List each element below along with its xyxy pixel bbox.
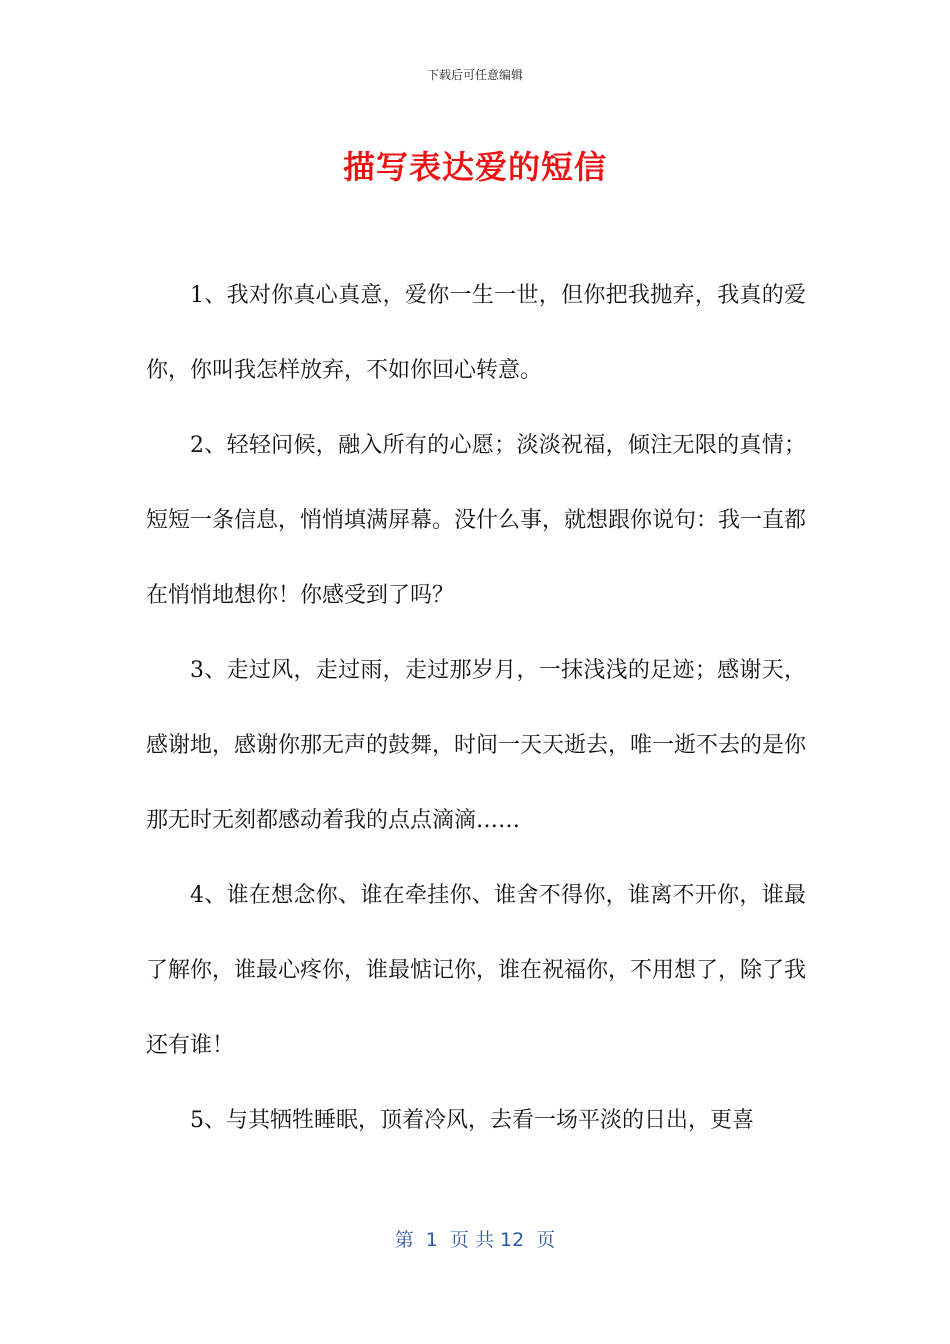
document-body bbox=[146, 258, 806, 1158]
paragraph-1: 1、我对你真心真意，爱你一生一世，但你把我抛弃，我真的爱你，你叫我怎样放弃，不如你回心转意。 bbox=[146, 283, 806, 383]
paragraph-2: 2、轻轻问候，融入所有的心愿；淡淡祝福，倾注无限的真情；短短一条信息，悄悄填满屏幕。没什么事，就想跟你说句：我一直都在悄悄地想你！你感受到了吗？ bbox=[146, 433, 807, 608]
paragraph-5: 5、与其牺牲睡眠，顶着冷风，去看一场平淡的日出，更喜 bbox=[190, 1108, 754, 1133]
page-title: 描写表达爱的短信 bbox=[342, 148, 607, 186]
paragraph-4: 4、谁在想念你、谁在牵挂你、谁舍不得你，谁离不开你，谁最了解你，谁最心疼你，谁最惦记你，谁在祝福你，不用想了，除了我还有谁！ bbox=[146, 883, 807, 1058]
header-note: 下载后可任意编辑 bbox=[426, 68, 523, 82]
page-footer: 第 1 页 共 12 页 bbox=[394, 1229, 556, 1251]
paragraph-3: 3、走过风，走过雨，走过那岁月，一抹浅浅的足迹；感谢天，感谢地，感谢你那无声的鼓舞，时间一天天逝去，唯一逝不去的是你那无时无刻都感动着我的点点滴滴…… bbox=[146, 658, 807, 833]
